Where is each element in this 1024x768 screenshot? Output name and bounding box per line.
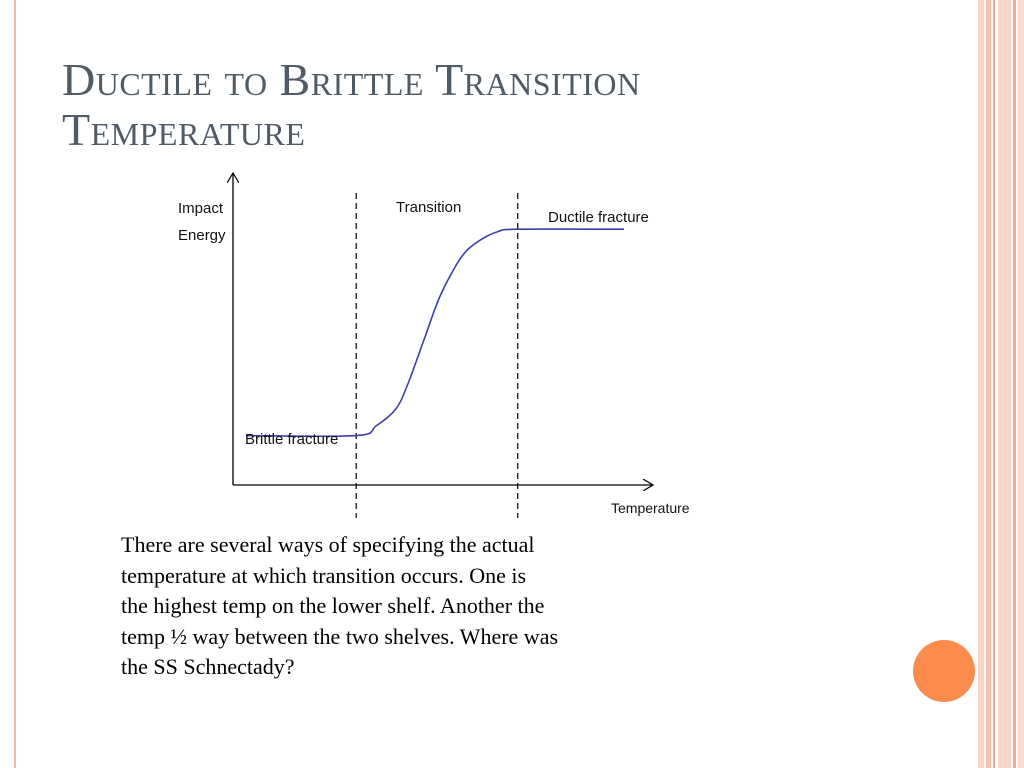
right-border-stripe bbox=[1013, 0, 1016, 768]
right-border-stripe bbox=[998, 0, 1011, 768]
decorative-orange-circle bbox=[913, 640, 975, 702]
x-axis-label: Temperature bbox=[611, 500, 690, 516]
brittle-fracture-label: Brittle fracture bbox=[245, 431, 339, 448]
y-axis-label-line-1: Impact bbox=[178, 200, 224, 217]
right-border-stripe bbox=[986, 0, 991, 768]
right-border-stripe bbox=[993, 0, 995, 768]
slide-title-line-1: Ductile to Brittle Transition bbox=[62, 54, 641, 105]
right-border-stripe bbox=[1018, 0, 1024, 768]
left-border-line bbox=[14, 0, 16, 768]
body-paragraph: There are several ways of specifying the actual temperature at which transition occurs. One is the highest temp on the lower shelf. Another the temp ½ way between the two shelves. Where was the SS Schnectady? bbox=[121, 532, 559, 679]
transition-curve-chart bbox=[160, 160, 720, 530]
ductile-fracture-label: Ductile fracture bbox=[548, 209, 649, 226]
transition-label: Transition bbox=[396, 199, 462, 216]
slide-title-line-2: Temperature bbox=[62, 104, 306, 155]
impact-energy-curve bbox=[246, 229, 624, 436]
y-axis-label-line-2: Energy bbox=[178, 227, 226, 244]
right-border-stripe bbox=[978, 0, 984, 768]
slide-title bbox=[62, 55, 882, 155]
